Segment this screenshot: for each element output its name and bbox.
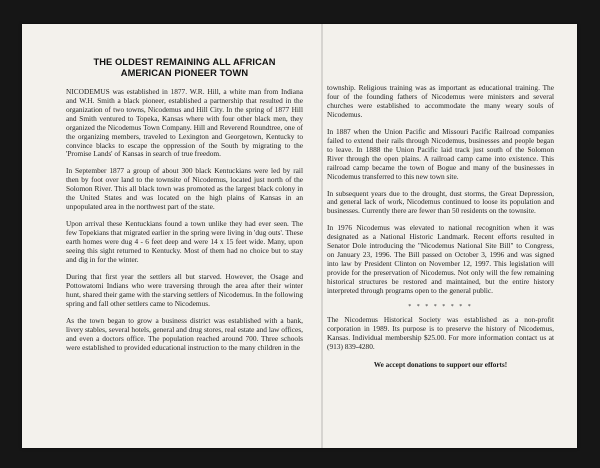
title-line-1: THE OLDEST REMAINING ALL AFRICAN <box>93 57 276 67</box>
paragraph-historical-society: The Nicodemus Historical Society was established as a non-profit corporation in 1989. Its purpose is to preserve the history of Nicodemus, Kansas. Individual membership $25.00. For more information contact us at (913) 839-4280. <box>327 315 554 351</box>
paragraph-national-landmark: In 1976 Nicodemus was elevated to national recognition when it was designated as a National Historic Landmark. Recent efforts resulted in Senator Dole introducing the "Nicodemus National Site Bill" to Congress, on January 23, 1996. The Bill passed on October 3, 1996 and was signed into law by President Clinton on November 12, 1997. This legislation will provide for the preservation of Nicodemus. Not only will the few remaining historical structures be restored and maintained, but the entire history interpreted through programs open to the general public. <box>327 223 554 296</box>
right-column <box>323 24 577 448</box>
paragraph-decline: In subsequent years due to the drought, dust storms, the Great Depression, and general lack of work, Nicodemus continued to loose its population and businesses. Currently there are fewer than 50 residents on the townsite. <box>327 188 554 216</box>
page-title <box>66 57 303 80</box>
left-column <box>22 24 321 448</box>
paragraph-first-year: During that first year the settlers all but starved. However, the Osage and Pottowatomi Indians who were traversing through the area after their winter hunt, shared their game with the starving settlers of Nicodemus. In the following spring and fall other settlers came to Nicodemus. <box>66 271 303 308</box>
separator-stars: * * * * * * * * <box>408 304 473 311</box>
paragraph-town-growth: As the town began to grow a business district was established with a bank, livery stables, several hotels, general and drug stores, real estate and law offices, and even a doctors office. The population reached around 700. Three schools were established to provided educational instruction to the many children in the <box>66 315 303 352</box>
paragraph-arrival: Upon arrival these Kentuckians found a town unlike they had ever seen. The few Topekians that migrated earlier in the spring were living in 'dug outs'. These earth homes were dug 4 - 6 feet deep and were 14 x 15 feet wide. Many, upon seeing this sight returned to Kentucky. Most of them had no choice but to stay and dig in for the winter. <box>66 219 303 265</box>
paragraph-religious-training: township. Religious training was as important as educational training. The four of the founding fathers of Nicodemus were ministers and several churches were established to accommodate the many weary souls of Nicodemus. <box>327 83 554 119</box>
paragraph-september-1877: In September 1877 a group of about 300 black Kentuckians were led by rail then by foot over land to the townsite of Nicodemus, located just north of the Solomon River. This all black town was promoted as the largest black colony in the United States and was located on the high plains of Kansas in an unpopulated area in the northwest part of the state. <box>66 166 303 212</box>
donation-note: We accept donations to support our efforts! <box>373 360 508 369</box>
paragraph-establishment: NICODEMUS was established in 1877. W.R. Hill, a white man from Indiana and W.H. Smith a black pioneer, established a partnership that resulted in the organization of two towns, Nicodemus and Hill City. In the spring of 1877 Hill and Smith ventured to Topeka, Kansas where with four other black men, they organized the Nicodemus Town Company. Hill and Reverend Roundtree, one of the organizing members, traveled to Lexington and Georgetown, Kentucky to convince blacks to escape the oppression of the South by migrating to the 'Promise Lands' of Kansas in search of true freedom. <box>66 86 303 159</box>
paragraph-railroad: In 1887 when the Union Pacific and Missouri Pacific Railroad companies failed to extend their rails through Nicodemus, businesses and people began to leave. In 1888 the Union Pacific laid track just south of the Solomon River through the open plains. A railroad camp came into existence. This railroad camp became the town of Bogue and many of the businesses in Nicodemus transferred to this new town site. <box>327 126 554 181</box>
title-line-2: AMERICAN PIONEER TOWN <box>120 68 249 79</box>
brochure-sheet <box>22 24 577 448</box>
